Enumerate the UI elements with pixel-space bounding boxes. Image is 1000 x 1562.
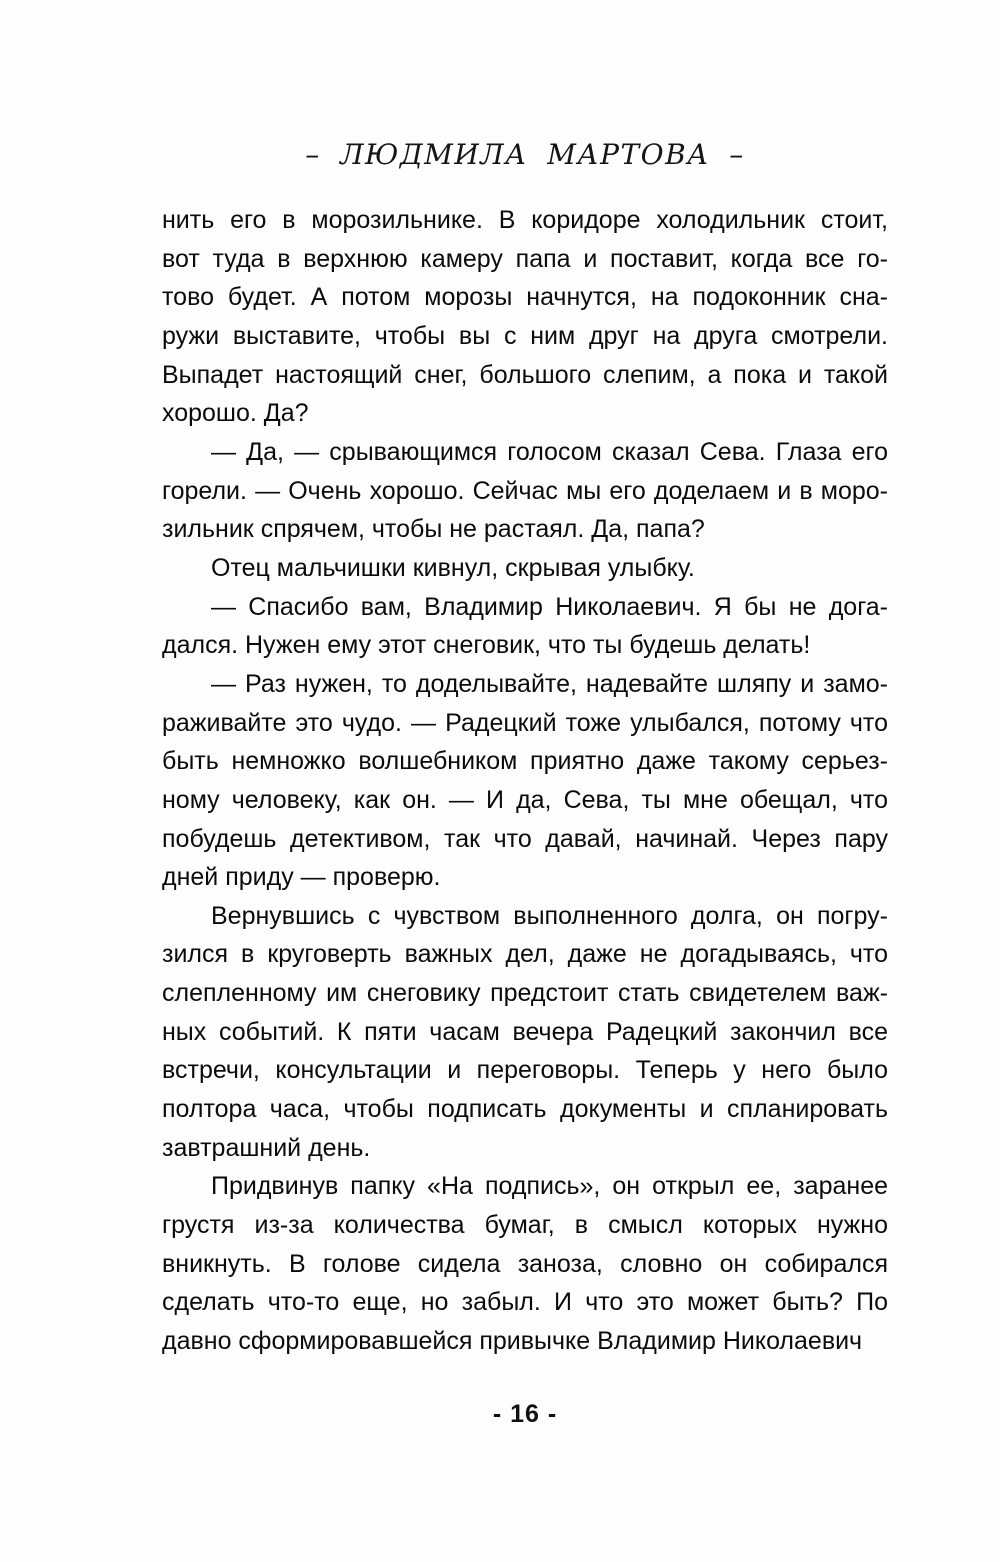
page-number: - 16 -: [492, 1400, 558, 1428]
text-line: Отец мальчишки кивнул, скрывая улыбку.: [211, 553, 695, 582]
text-line: завтрашний день.: [162, 1133, 371, 1162]
text-line: дней приду — проверю.: [162, 863, 441, 892]
text-line: — Спасибо вам, Владимир Николаевич. Я бы не дога-: [211, 592, 888, 621]
text-line: раживайте это чудо. — Радецкий тоже улыбался, потому что: [162, 708, 888, 737]
text-line: вот туда в верхнюю камеру папа и поставит, когда все го-: [162, 244, 888, 273]
text-line: зильник спрячем, чтобы не растаял. Да, папа?: [162, 515, 705, 544]
running-header-author: – ЛЮДМИЛА МАРТОВА –: [305, 138, 745, 171]
text-line: хорошо. Да?: [162, 399, 309, 428]
text-line: ных событий. К пяти часам вечера Радецкий закончил все: [162, 1017, 888, 1046]
text-line: зился в круговерть важных дел, даже не догадываясь, что: [162, 940, 888, 969]
text-line: давно сформировавшейся привычке Владимир Николаевич: [162, 1327, 863, 1356]
text-line: полтора часа, чтобы подписать документы и спланировать: [162, 1095, 888, 1124]
text-line: горели. — Очень хорошо. Сейчас мы его доделаем и в моро-: [162, 476, 888, 505]
text-line: — Да, — срывающимся голосом сказал Сева. Глаза его: [211, 437, 888, 466]
text-line: Выпадет настоящий снег, большого слепим, а пока и такой: [162, 360, 888, 389]
paragraph: [162, 897, 888, 1168]
text-line: ружи выставите, чтобы вы с ним друг на друга смотрели.: [162, 321, 888, 350]
text-line: встречи, консультации и переговоры. Теперь у него было: [162, 1056, 888, 1085]
text-line: вникнуть. В голове сидела заноза, словно он собирался: [162, 1249, 888, 1278]
text-line: — Раз нужен, то доделывайте, надевайте шляпу и замо-: [211, 669, 888, 698]
text-line: сделать что-то еще, но забыл. И что это может быть? По: [162, 1288, 888, 1317]
text-line: Придвинув папку «На подпись», он открыл ее, заранее: [211, 1172, 888, 1201]
text-line: быть немножко волшебником приятно даже такому серьез-: [162, 747, 888, 776]
paragraph: [162, 549, 888, 588]
paragraph: [162, 588, 888, 665]
text-line: побудешь детективом, так что давай, начинай. Через пару: [162, 824, 888, 853]
text-line: нить его в морозильнике. В коридоре холодильник стоит,: [162, 206, 888, 234]
paragraph: [162, 1167, 888, 1360]
body-text: [162, 201, 888, 1361]
text-line: ному человеку, как он. — И да, Сева, ты мне обещал, что: [162, 785, 888, 814]
text-line: слепленному им снеговику предстоит стать свидетелем важ-: [162, 979, 888, 1008]
text-line: тово будет. А потом морозы начнутся, на подоконник сна-: [162, 283, 888, 312]
text-line: грустя из-за количества бумаг, в смысл которых нужно: [162, 1211, 888, 1240]
text-line: дался. Нужен ему этот снеговик, что ты будешь делать!: [162, 631, 811, 660]
text-line: Вернувшись с чувством выполненного долга, он погру-: [211, 901, 888, 930]
paragraph: [162, 665, 888, 897]
paragraph: [162, 201, 888, 433]
paragraph: [162, 433, 888, 549]
